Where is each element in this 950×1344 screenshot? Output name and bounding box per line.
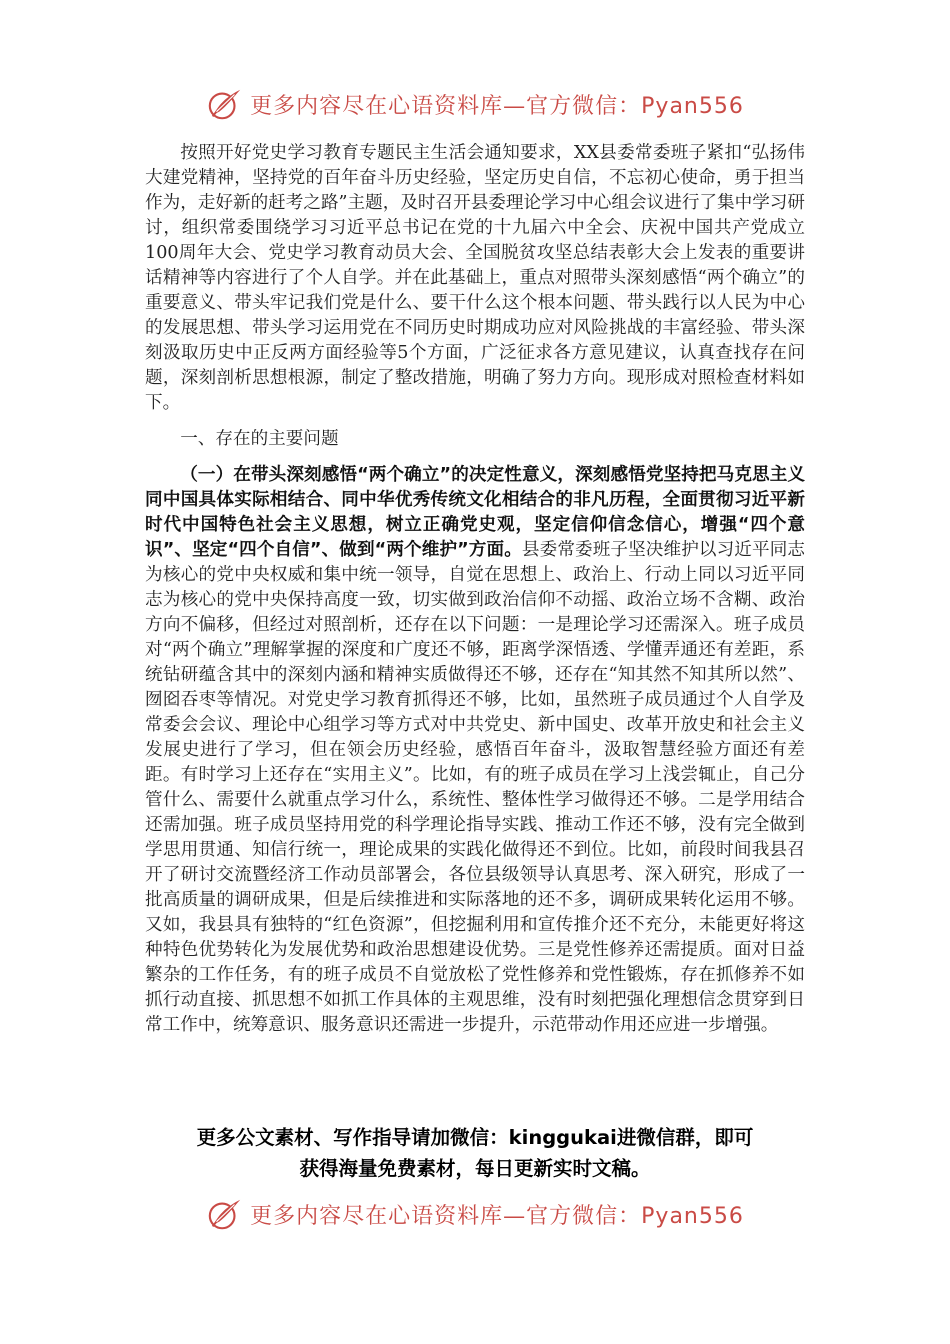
sub-section-heading: （一）在带头深刻感悟“两个确立”的决定性意义，深刻感悟党坚持把马克思主义同中国具体实际相结合、同中华优秀传统文化相结合的非凡历程，全面贯彻习近平新时代中国特色社会主义思想，树立正确党史观，坚定信仰信念信心，增强“四个意识”、坚定“四个自信”、做到“两个维护”方面。 [145,465,805,560]
promo-line-2: 获得海量免费素材，每日更新实时文稿。 [299,1157,651,1180]
header-banner [0,82,950,126]
header-wechat-id: Pyan556 [641,93,744,119]
footer-wechat-id: Pyan556 [641,1203,744,1229]
footer-banner-text: 更多内容尽在心语资料库—官方微信：Pyan556 [250,1203,744,1229]
sub-section-paragraph [145,463,805,1038]
promo-notice [145,1122,805,1184]
promo-line-1: 更多公文素材、写作指导请加微信：kinggukai进微信群，即可 [196,1126,754,1149]
header-banner-text: 更多内容尽在心语资料库—官方微信：Pyan556 [250,93,744,119]
section-heading: 一、存在的主要问题 [180,429,339,449]
sub-section-body: 县委常委班子坚决维护以习近平同志为核心的党中央权威和集中统一领导，自觉在思想上、政治上、行动上同以习近平同志为核心的党中央保持高度一致，切实做到政治信仰不动摇、政治立场不含糊、政治方向不偏移，但经过对照剖析，还存在以下问题：一是理论学习还需深入。班子成员对“两个确立”理解掌握的深度和广度还不够，距离学深悟透、学懂弄通还有差距，系统钻研蕴含其中的深刻内涵和精神实质做得还不够，还存在“知其然不知其所以然”、囫囵吞枣等情况。对党史学习教育抓得还不够，比如，虽然班子成员通过个人自学及常委会会议、理论中心组学习等方式对中共党史、新中国史、改革开放史和社会主义发展史进行了学习，但在领会历史经验，感悟百年奋斗，汲取智慧经验方面还有差距。有时学习上还存在“实用主义”。比如，有的班子成员在学习上浅尝辄止，自己分管什么、需要什么就重点学习什么，系统性、整体性学习做得还不够。二是学用结合还需加强。班子成员坚持用党的科学理论指导实践、推动工作还不够，没有完全做到学思用贯通、知信行统一，理论成果的实践化做得还不到位。比如，前段时间我县召开了研讨交流暨经济工作动员部署会，各位县级领导认真思考、深入研究，形成了一批高质量的调研成果，但是后续推进和实际落地的还不多，调研成果转化运用不够。又如，我县具有独特的“红色资源”，但挖掘利用和宣传推介还不充分，未能更好将这种特色优势转化为发展优势和政治思想建设优势。三是党性修养还需提质。面对日益繁杂的工作任务，有的班子成员不自觉放松了党性修养和党性锻炼，存在抓修养不如抓行动直接、抓思想不如抓工作具体的主观思维，没有时刻把强化理想信念贯穿到日常工作中，统筹意识、服务意识还需进一步提升，示范带动作用还应进一步增强。 [145,540,805,1035]
quill-logo-icon [206,1195,244,1233]
intro-paragraph: 按照开好党史学习教育专题民主生活会通知要求，XX县委常委班子紧扣“弘扬伟大建党精神，坚持党的百年奋斗历史经验，坚定历史自信，不忘初心使命，勇于担当作为，走好新的赶考之路”主题，及时召开县委理论学习中心组会议进行了集中学习研讨，组织常委围绕学习习近平总书记在党的十九届六中全会、庆祝中国共产党成立100周年大会、党史学习教育动员大会、全国脱贫攻坚总结表彰大会上发表的重要讲话精神等内容进行了个人自学。并在此基础上，重点对照带头深刻感悟“两个确立”的重要意义、带头牢记我们党是什么、要干什么这个根本问题、带头践行以人民为中心的发展思想、带头学习运用党在不同历史时期成功应对风险挑战的丰富经验、带头深刻汲取历史中正反两方面经验等5个方面，广泛征求各方意见建议，认真查找存在问题，深刻剖析思想根源，制定了整改措施，明确了努力方向。现形成对照检查材料如下。 [145,143,805,413]
footer-banner [0,1192,950,1236]
quill-logo-icon [206,85,244,123]
document-body [145,141,805,1038]
